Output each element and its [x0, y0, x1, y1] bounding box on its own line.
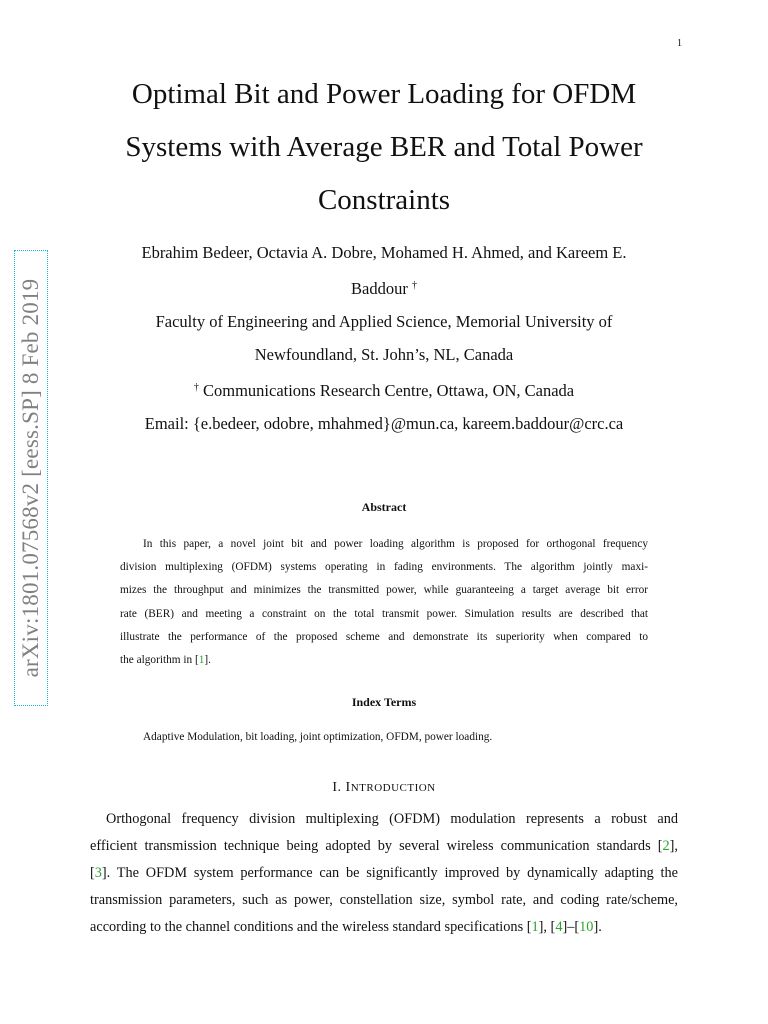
- abstract-line: [120, 649, 648, 672]
- intro-line: [90, 860, 678, 887]
- arxiv-identifier-text: arXiv:1801.07568v2 [eess.SP] 8 Feb 2019: [18, 278, 43, 678]
- arxiv-identifier-link[interactable]: [14, 250, 48, 706]
- citation-link[interactable]: 1: [198, 654, 205, 667]
- author-name: Baddour: [351, 279, 408, 298]
- index-terms-text: Adaptive Modulation, bit loading, joint optimization, OFDM, power loading.: [143, 731, 493, 743]
- author-names: Ebrahim Bedeer, Octavia A. Dobre, Mohamed H. Ahmed, and Kareem E.: [141, 243, 627, 262]
- paper-title: [80, 68, 688, 227]
- affiliation: Newfoundland, St. John’s, NL, Canada: [254, 345, 514, 364]
- affiliation: [80, 371, 688, 407]
- intro-line: [90, 833, 678, 860]
- intro-text-fragment: ]. The OFDM system performance can be significantly improved by dynamically adapting the: [101, 865, 678, 881]
- intro-line: transmission parameters, such as power, constellation size, symbol rate, and coding rate/scheme,: [90, 892, 678, 908]
- intro-line: [90, 914, 678, 941]
- citation-link[interactable]: 2: [662, 838, 670, 854]
- introduction-text: [90, 806, 678, 941]
- citation-link[interactable]: 1: [531, 919, 539, 935]
- author-block: [80, 236, 688, 440]
- section-heading-introduction: [0, 780, 768, 796]
- title-line: Optimal Bit and Power Loading for OFDM: [131, 78, 637, 110]
- intro-text-fragment: [: [90, 865, 95, 881]
- abstract-line: division multiplexing (OFDM) systems operating in fading environments. The algorithm jointly maxi-: [120, 561, 648, 574]
- affiliation: Faculty of Engineering and Applied Science, Memorial University of: [155, 312, 613, 331]
- index-terms-heading: Index Terms: [351, 695, 417, 709]
- abstract-text-fragment: the algorithm in [: [120, 654, 199, 667]
- citation-link[interactable]: 4: [555, 919, 563, 935]
- abstract-text: [120, 533, 648, 672]
- abstract-line: illustrate the performance of the proposed scheme and demonstrate its superiority when compared to: [120, 630, 648, 643]
- dagger-mark: †: [411, 280, 417, 291]
- citation-link[interactable]: 3: [94, 865, 102, 881]
- section-heading-prefix: I. I: [332, 780, 351, 795]
- intro-text-fragment: ], [: [538, 919, 556, 935]
- citation-link[interactable]: 10: [579, 919, 594, 935]
- intro-text-fragment: efficient transmission technique being adopted by several wireless communication standards [: [90, 838, 663, 854]
- intro-text-fragment: ]–[: [562, 919, 580, 935]
- abstract-text-fragment: ].: [204, 654, 211, 667]
- intro-text-fragment: according to the channel conditions and the wireless standard specifications [: [90, 919, 532, 935]
- title-line: Constraints: [317, 184, 451, 216]
- abstract-line: mizes the throughput and minimizes the transmitted power, while guaranteeing a target average bit error: [120, 584, 648, 597]
- abstract-line: In this paper, a novel joint bit and power loading algorithm is proposed for orthogonal frequency: [143, 538, 648, 550]
- page-number: 1: [677, 38, 682, 49]
- title-line: Systems with Average BER and Total Power: [125, 131, 643, 163]
- abstract-line: rate (BER) and meeting a constraint on the total transmit power. Simulation results are described that: [120, 607, 648, 620]
- email-line: Email: {e.bedeer, odobre, mhahmed}@mun.ca, kareem.baddour@crc.ca: [144, 414, 624, 433]
- author-names-continued: [80, 269, 688, 305]
- intro-text-fragment: ],: [669, 838, 678, 854]
- affiliation-text: Communications Research Centre, Ottawa, ON, Canada: [202, 381, 575, 400]
- intro-line: Orthogonal frequency division multiplexing (OFDM) modulation represents a robust and: [106, 811, 678, 827]
- intro-text-fragment: ].: [593, 919, 602, 935]
- section-heading-smallcaps: NTRODUCTION: [350, 782, 436, 794]
- dagger-mark: †: [193, 382, 199, 393]
- abstract-heading: Abstract: [361, 500, 407, 514]
